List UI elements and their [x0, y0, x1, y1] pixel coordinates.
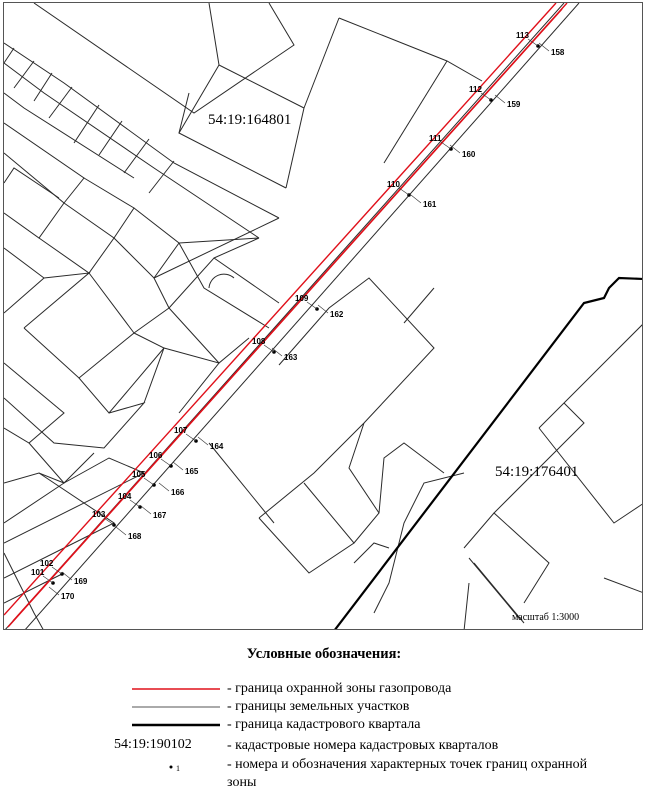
parcel-boundary [179, 93, 189, 133]
point-leader [318, 305, 328, 313]
point-leader [173, 462, 183, 470]
point-leader [159, 483, 169, 491]
point-leader [62, 572, 72, 580]
legend-item-zone [130, 679, 630, 699]
legend-title: Условные обозначения: [246, 646, 402, 662]
parcel-boundary [99, 121, 122, 155]
parcel-boundary [29, 443, 94, 483]
parcel-boundary [74, 105, 99, 143]
point-leader [495, 95, 505, 103]
parcel-boundary [339, 18, 482, 81]
parcel-boundary [39, 473, 114, 543]
point-label-166: 166 [171, 488, 185, 497]
parcel-boundary [404, 288, 434, 323]
parcel-boundary [209, 443, 274, 523]
point-label-105: 105 [132, 470, 146, 479]
parcel-boundary [4, 168, 59, 198]
red-line-icon [130, 679, 220, 699]
legend-text-code: - кадастровые номера кадастровых кварталов [227, 738, 499, 753]
point-label-111: 111 [429, 134, 442, 143]
legend-item-code [114, 736, 630, 756]
point-label-160: 160 [462, 150, 476, 159]
point-leader [198, 437, 208, 445]
point-label-169: 169 [74, 577, 88, 586]
thin-line-icon [130, 697, 220, 717]
parcel-boundary [494, 403, 584, 513]
point-leader [307, 302, 317, 309]
point-label-113: 113 [516, 31, 529, 40]
parcel-boundary [79, 333, 164, 413]
parcel-boundary [214, 238, 259, 258]
parcel-boundary [4, 93, 134, 178]
legend-text-point: - номера и обозначения характерных точек границ охранной зоны [227, 757, 588, 790]
parcel-boundary [39, 203, 114, 273]
point-leader [49, 587, 59, 595]
parcel-boundary [209, 3, 304, 108]
point-label-112: 112 [469, 85, 482, 94]
parcel-boundary [179, 238, 259, 243]
legend-item-point [130, 755, 630, 795]
point-leader [411, 195, 421, 203]
parcel-boundary [4, 553, 44, 630]
parcel-boundary [464, 583, 469, 630]
thick-line-icon [130, 715, 220, 735]
parcel-boundary [259, 423, 364, 518]
parcel-boundary [4, 48, 14, 63]
point-label-109: 109 [295, 294, 309, 303]
parcel-boundary [539, 323, 643, 428]
parcel-boundary [169, 308, 249, 363]
point-leader [144, 478, 154, 485]
parcel-boundary [4, 473, 64, 483]
point-label-170: 170 [61, 592, 75, 601]
point-label-168: 168 [128, 532, 142, 541]
point-leader [161, 459, 171, 466]
parcel-boundary [14, 61, 34, 88]
parcel-boundary [149, 161, 174, 193]
point-label-106: 106 [149, 451, 163, 460]
parcel-boundary [374, 473, 464, 613]
parcel-boundary [604, 578, 643, 593]
point-label-101: 101 [31, 568, 45, 577]
quarter-boundaries [334, 278, 643, 630]
point-label-110: 110 [387, 180, 400, 189]
parcel-boundary [259, 483, 354, 573]
parcel-boundary [464, 513, 549, 603]
point-label-167: 167 [153, 511, 167, 520]
point-label-162: 162 [330, 310, 344, 319]
quarter-label-164801: 54:19:164801 [208, 112, 292, 128]
parcel-boundary [349, 423, 379, 543]
parcel-boundary [179, 243, 269, 328]
parcel-boundary [4, 458, 144, 523]
point-label-107: 107 [174, 426, 188, 435]
parcel-boundary [124, 139, 149, 173]
parcel-boundary [49, 87, 72, 118]
point-leader [441, 142, 451, 149]
legend-text-zone: - граница охранной зоны газопровода [227, 681, 452, 696]
parcel-boundary [354, 543, 389, 563]
cadastral-map [3, 2, 643, 630]
point-leader [116, 527, 126, 535]
legend-code-sample: 54:19:190102 [114, 737, 192, 752]
legend-item-quarter [130, 715, 630, 735]
parcel-boundary [24, 3, 579, 630]
scale-label: масштаб 1:3000 [512, 612, 580, 623]
legend-item-parcel [130, 697, 630, 717]
point-leader [399, 188, 409, 195]
parcel-boundary [379, 443, 444, 513]
parcel-boundary [24, 273, 89, 328]
protection-zone-boundary [8, 9, 562, 627]
point-label-158: 158 [551, 48, 565, 57]
characteristic-points [31, 31, 565, 601]
legend-text-parcel: - границы земельных участков [227, 699, 410, 714]
point-sample-label: 1 [176, 764, 180, 773]
point-label-108: 108 [252, 337, 266, 346]
quarter-boundary [334, 278, 643, 630]
point-sample-icon [168, 761, 188, 775]
parcel-boundary [4, 43, 279, 218]
parcel-boundary [469, 558, 519, 618]
parcel-boundary [84, 178, 134, 238]
point-label-163: 163 [284, 353, 298, 362]
map-canvas [4, 3, 643, 630]
point-label-104: 104 [118, 492, 132, 501]
point-label-161: 161 [423, 200, 437, 209]
parcel-boundary [24, 273, 134, 378]
point-leader [141, 506, 151, 514]
protection-zone-boundary [4, 3, 556, 615]
point-label-103: 103 [92, 510, 106, 519]
point-label-102: 102 [40, 559, 54, 568]
parcel-boundary [304, 18, 339, 108]
parcel-boundary [114, 208, 179, 278]
parcel-boundary [4, 363, 64, 443]
parcel-boundary [209, 274, 234, 288]
legend-text-quarter: - граница кадастрового квартала [227, 717, 421, 732]
parcel-boundary [4, 248, 44, 313]
parcel-boundary [154, 218, 279, 278]
parcel-boundary [34, 3, 294, 113]
point-label-159: 159 [507, 100, 521, 109]
point-label-164: 164 [210, 442, 224, 451]
point-label-165: 165 [185, 467, 199, 476]
parcel-boundaries [4, 3, 643, 630]
parcel-boundary [134, 278, 169, 333]
quarter-label-176401: 54:19:176401 [495, 464, 579, 480]
